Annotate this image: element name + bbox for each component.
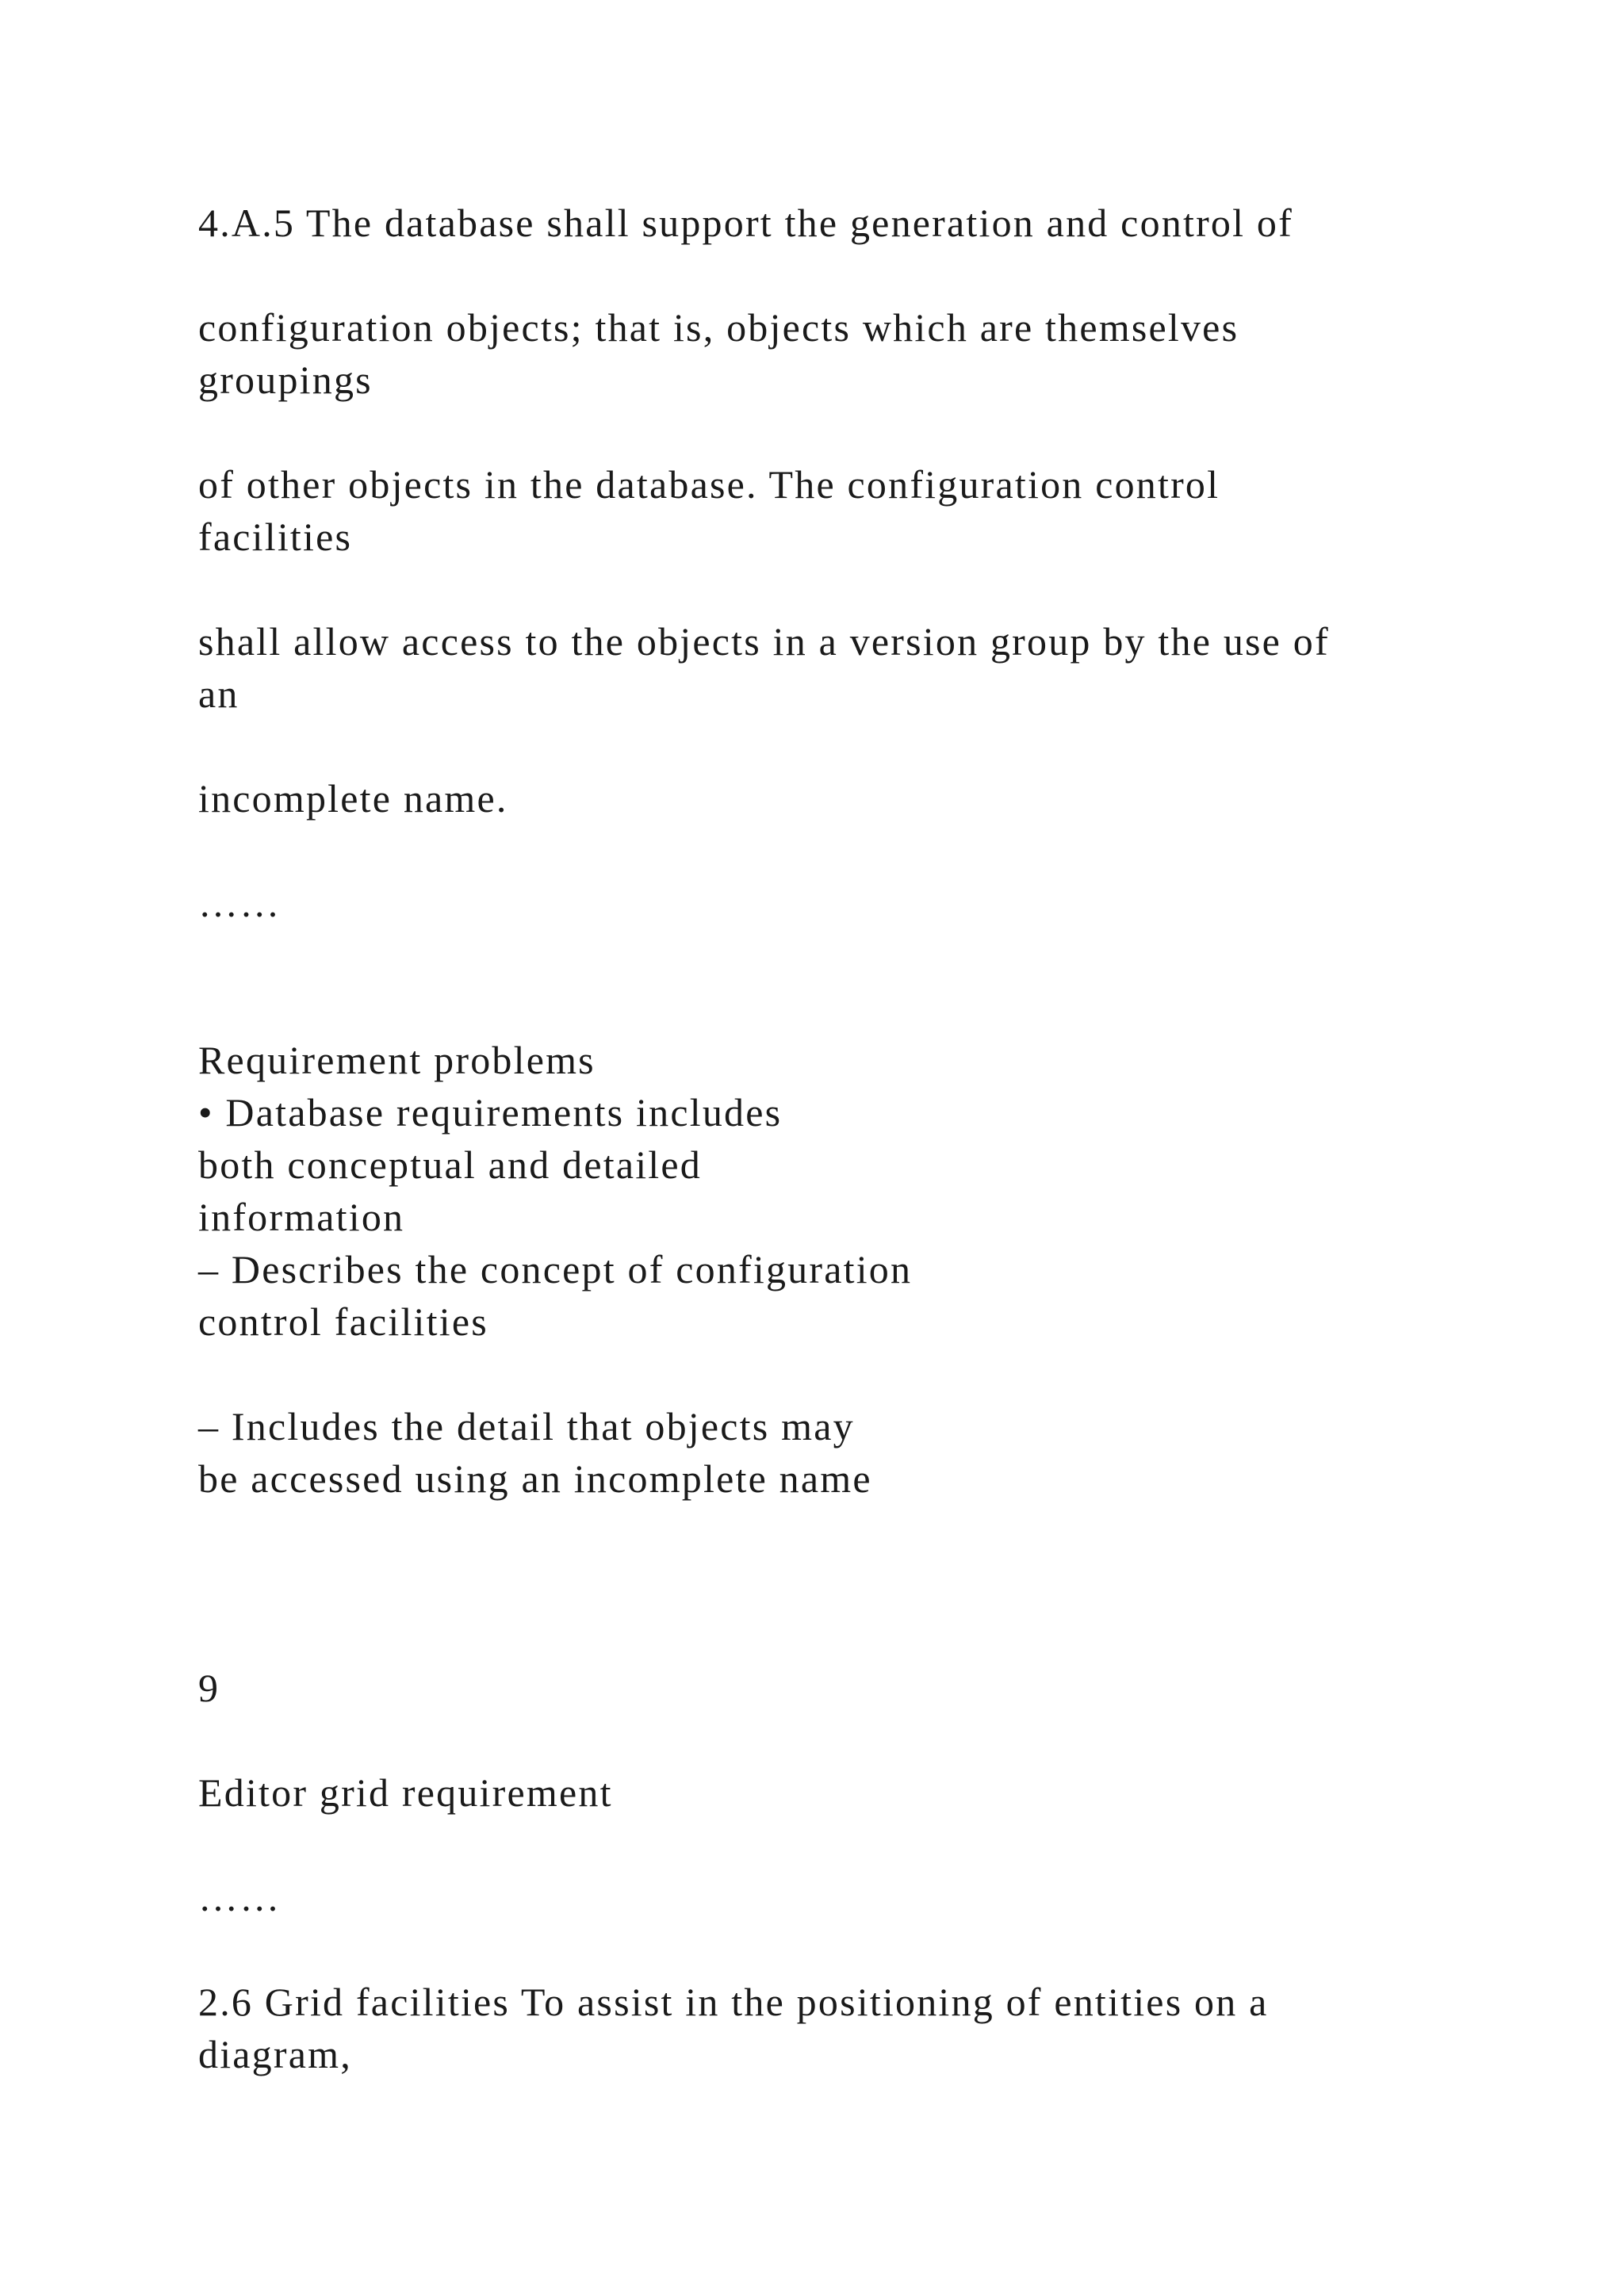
dash-describes-concept-wrap: control facilities <box>198 1299 488 1344</box>
requirement-4a5-line-5: incomplete name. <box>198 776 508 821</box>
dash-describes-concept: – Describes the concept of configuration <box>198 1247 913 1292</box>
dash-includes-detail-wrap: be accessed using an incomplete name <box>198 1456 872 1501</box>
bullet-database-requirements: • Database requirements includes <box>198 1090 783 1135</box>
requirement-4a5-line-2-wrap: groupings <box>198 358 373 402</box>
requirement-problems-heading: Requirement problems <box>198 1038 596 1082</box>
bullet-line-3: information <box>198 1195 405 1239</box>
requirement-4a5-line-2: configuration objects; that is, objects which are themselves <box>198 305 1239 350</box>
requirement-4a5-line-4-wrap: an <box>198 672 239 716</box>
requirement-4a5-line-1: 4.A.5 The database shall support the generation and control of <box>198 201 1293 245</box>
editor-grid-heading: Editor grid requirement <box>198 1770 613 1815</box>
ellipsis-2: …… <box>198 1875 282 1919</box>
requirement-4a5-line-3-wrap: facilities <box>198 515 353 559</box>
bullet-line-2: both conceptual and detailed <box>198 1142 702 1187</box>
requirement-4a5-line-4: shall allow access to the objects in a version group by the use of <box>198 619 1330 664</box>
ellipsis-1: …… <box>198 881 282 925</box>
page-number: 9 <box>198 1666 220 1710</box>
grid-facilities-line-2: diagram, <box>198 2032 352 2076</box>
dash-includes-detail: – Includes the detail that objects may <box>198 1404 855 1448</box>
grid-facilities-line-1: 2.6 Grid facilities To assist in the positioning of entities on a <box>198 1980 1269 2024</box>
requirement-4a5-line-3: of other objects in the database. The configuration control <box>198 462 1220 507</box>
